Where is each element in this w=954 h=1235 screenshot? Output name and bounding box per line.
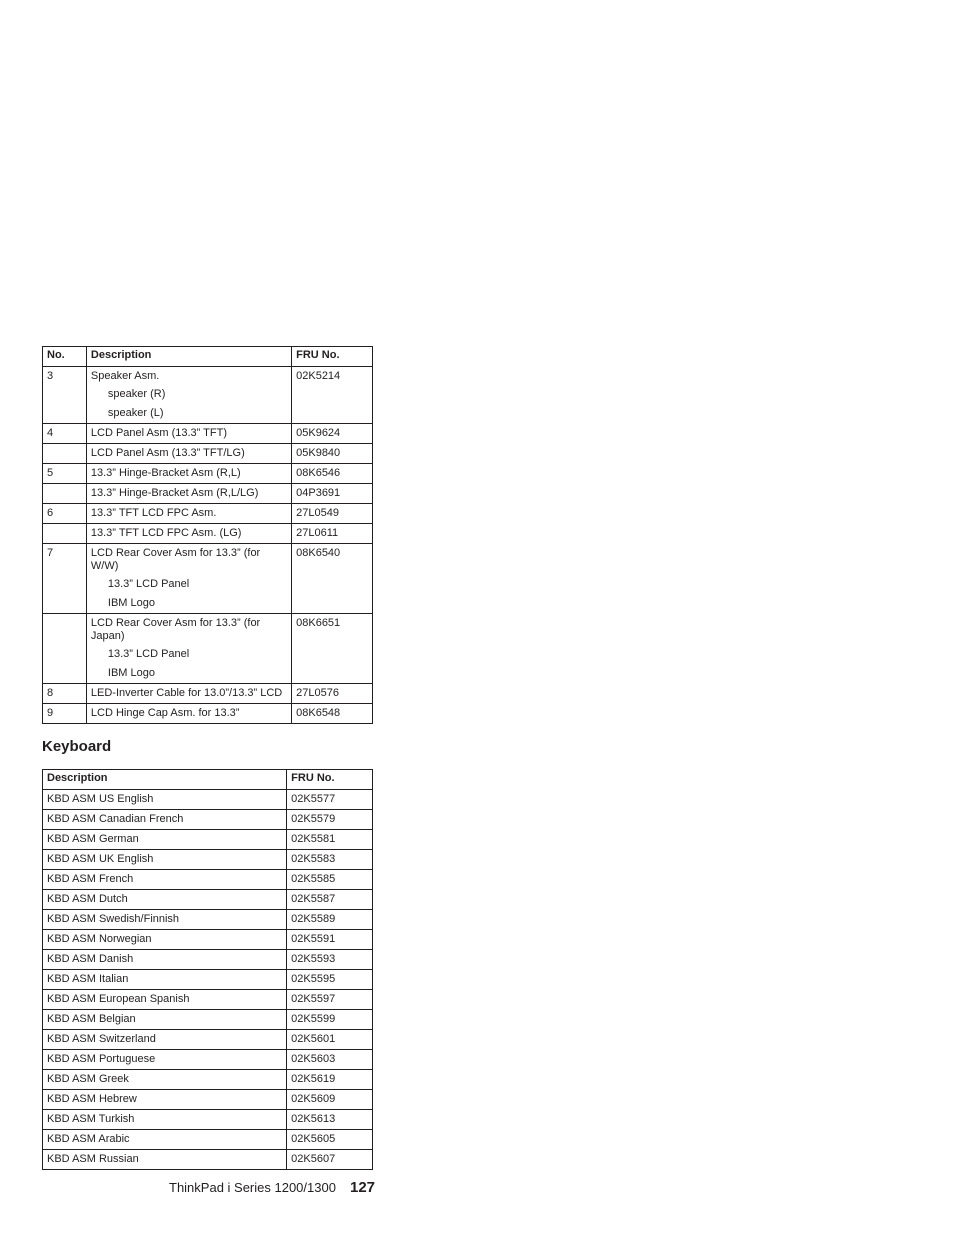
table-row — [43, 684, 373, 704]
cell-fru: 08K6540 — [292, 544, 373, 614]
description-text: LCD Rear Cover Asm for 13.3” (for Japan) — [90, 617, 261, 642]
cell-description: KBD ASM French — [43, 870, 287, 890]
table-row — [43, 910, 373, 930]
description-text: LCD Panel Asm (13.3” TFT) — [90, 427, 228, 439]
cell-fru: 27L0549 — [292, 504, 373, 524]
cell-fru: 02K5619 — [287, 1070, 373, 1090]
table-row — [43, 950, 373, 970]
table-row — [43, 367, 373, 424]
cell-fru: 02K5595 — [287, 970, 373, 990]
cell-description: KBD ASM UK English — [43, 850, 287, 870]
keyboard-table — [42, 769, 373, 1170]
cell-description: KBD ASM European Spanish — [43, 990, 287, 1010]
cell-fru: 02K5583 — [287, 850, 373, 870]
cell-description — [86, 524, 291, 544]
cell-description: KBD ASM Swedish/Finnish — [43, 910, 287, 930]
table-row — [43, 524, 373, 544]
cell-no: 4 — [43, 424, 87, 444]
description-text: LED-Inverter Cable for 13.0”/13.3” LCD — [90, 687, 283, 699]
cell-fru: 08K6651 — [292, 614, 373, 684]
cell-fru: 27L0611 — [292, 524, 373, 544]
cell-fru: 02K5607 — [287, 1150, 373, 1170]
description-text: 13.3” Hinge-Bracket Asm (R,L) — [90, 467, 241, 479]
cell-no — [43, 444, 87, 464]
table-row — [43, 830, 373, 850]
cell-fru: 02K5579 — [287, 810, 373, 830]
cell-no — [43, 524, 87, 544]
table-row — [43, 850, 373, 870]
table-row — [43, 704, 373, 724]
cell-fru: 27L0576 — [292, 684, 373, 704]
cell-description — [86, 684, 291, 704]
parts-table — [42, 346, 373, 724]
column-header: FRU No. — [287, 770, 373, 790]
cell-fru: 02K5577 — [287, 790, 373, 810]
table-row — [43, 990, 373, 1010]
cell-no: 7 — [43, 544, 87, 614]
table-row — [43, 810, 373, 830]
cell-fru: 04P3691 — [292, 484, 373, 504]
cell-description: KBD ASM Arabic — [43, 1130, 287, 1150]
table-row — [43, 930, 373, 950]
cell-description — [86, 484, 291, 504]
cell-no: 6 — [43, 504, 87, 524]
table-header-row — [43, 347, 373, 367]
cell-fru: 02K5214 — [292, 367, 373, 424]
cell-fru: 05K9624 — [292, 424, 373, 444]
table-row — [43, 614, 373, 684]
cell-fru: 02K5597 — [287, 990, 373, 1010]
cell-description — [86, 464, 291, 484]
description-text: Speaker Asm. — [90, 370, 160, 382]
cell-description: KBD ASM Norwegian — [43, 930, 287, 950]
footer-title: ThinkPad i Series 1200/1300 — [169, 1180, 336, 1195]
cell-no: 3 — [43, 367, 87, 424]
cell-description: KBD ASM Russian — [43, 1150, 287, 1170]
cell-description: KBD ASM Italian — [43, 970, 287, 990]
page-number: 127 — [350, 1179, 376, 1196]
table-row — [43, 1150, 373, 1170]
cell-description: KBD ASM Switzerland — [43, 1030, 287, 1050]
cell-description: KBD ASM Canadian French — [43, 810, 287, 830]
table-row — [43, 1030, 373, 1050]
column-header: Description — [43, 770, 287, 790]
cell-description: KBD ASM Turkish — [43, 1110, 287, 1130]
cell-description: KBD ASM Belgian — [43, 1010, 287, 1030]
cell-fru: 02K5609 — [287, 1090, 373, 1110]
cell-no: 5 — [43, 464, 87, 484]
sub-item: 13.3” LCD Panel — [107, 648, 190, 660]
cell-fru: 02K5593 — [287, 950, 373, 970]
table-row — [43, 970, 373, 990]
cell-no: 8 — [43, 684, 87, 704]
table-row — [43, 1070, 373, 1090]
table-row — [43, 544, 373, 614]
table-header-row — [43, 770, 373, 790]
sub-item: speaker (L) — [107, 407, 164, 419]
table-row — [43, 1110, 373, 1130]
cell-description: KBD ASM Greek — [43, 1070, 287, 1090]
table-row — [43, 464, 373, 484]
table-row — [43, 790, 373, 810]
cell-description — [86, 444, 291, 464]
table-row — [43, 444, 373, 464]
cell-fru: 02K5605 — [287, 1130, 373, 1150]
cell-description: KBD ASM German — [43, 830, 287, 850]
sub-item: 13.3” LCD Panel — [107, 578, 190, 590]
description-text: 13.3” TFT LCD FPC Asm. — [90, 507, 217, 519]
table-row — [43, 484, 373, 504]
cell-description — [86, 367, 291, 424]
cell-fru: 02K5613 — [287, 1110, 373, 1130]
cell-fru: 02K5599 — [287, 1010, 373, 1030]
cell-description: KBD ASM Hebrew — [43, 1090, 287, 1110]
cell-fru: 08K6548 — [292, 704, 373, 724]
cell-fru: 02K5585 — [287, 870, 373, 890]
description-text: 13.3” Hinge-Bracket Asm (R,L/LG) — [90, 487, 259, 499]
cell-fru: 02K5589 — [287, 910, 373, 930]
table-row — [43, 504, 373, 524]
cell-no — [43, 614, 87, 684]
section-heading-keyboard: Keyboard — [42, 738, 112, 755]
cell-fru: 05K9840 — [292, 444, 373, 464]
table-row — [43, 1010, 373, 1030]
table-row — [43, 424, 373, 444]
cell-no — [43, 484, 87, 504]
description-text: LCD Rear Cover Asm for 13.3” (for W/W) — [90, 547, 261, 572]
column-header: FRU No. — [292, 347, 373, 367]
cell-description: KBD ASM Portuguese — [43, 1050, 287, 1070]
description-text: 13.3” TFT LCD FPC Asm. (LG) — [90, 527, 242, 539]
table-row — [43, 890, 373, 910]
column-header: Description — [86, 347, 291, 367]
cell-fru: 02K5581 — [287, 830, 373, 850]
cell-fru: 02K5603 — [287, 1050, 373, 1070]
table-row — [43, 1130, 373, 1150]
description-text: LCD Panel Asm (13.3” TFT/LG) — [90, 447, 245, 459]
sub-item: speaker (R) — [107, 388, 166, 400]
column-header: No. — [43, 347, 87, 367]
cell-description: KBD ASM Danish — [43, 950, 287, 970]
description-text: LCD Hinge Cap Asm. for 13.3” — [90, 707, 240, 719]
cell-description — [86, 544, 291, 614]
cell-description: KBD ASM US English — [43, 790, 287, 810]
cell-fru: 02K5601 — [287, 1030, 373, 1050]
sub-item: IBM Logo — [107, 597, 155, 609]
table-row — [43, 870, 373, 890]
cell-fru: 02K5591 — [287, 930, 373, 950]
cell-fru: 08K6546 — [292, 464, 373, 484]
cell-description: KBD ASM Dutch — [43, 890, 287, 910]
table-row — [43, 1050, 373, 1070]
cell-fru: 02K5587 — [287, 890, 373, 910]
cell-description — [86, 504, 291, 524]
sub-item: IBM Logo — [107, 667, 155, 679]
table-row — [43, 1090, 373, 1110]
cell-description — [86, 704, 291, 724]
cell-description — [86, 614, 291, 684]
cell-no: 9 — [43, 704, 87, 724]
cell-description — [86, 424, 291, 444]
